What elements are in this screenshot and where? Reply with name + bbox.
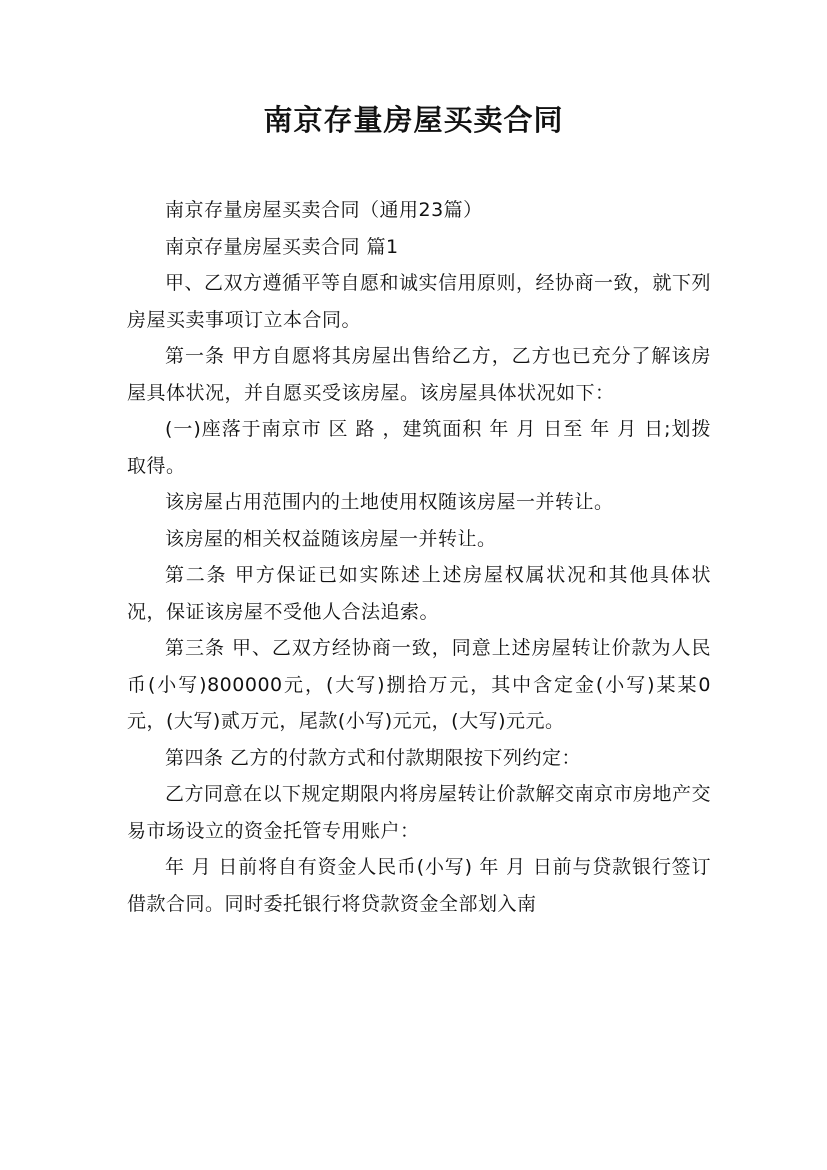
- paragraph-preamble: 甲、乙双方遵循平等自愿和诚实信用原则，经协商一致，就下列房屋买卖事项订立本合同。: [127, 272, 712, 331]
- paragraph-article-3: 第三条 甲、乙双方经协商一致，同意上述房屋转让价款为人民币(小写)800000元，(大写)捌拾万元，其中含定金(小写)某某0元，(大写)贰万元，尾款(小写)元元，(大写)元元。: [127, 637, 711, 732]
- paragraph-subtitle: 南京存量房屋买卖合同（通用23篇）: [165, 199, 483, 221]
- paragraph-land-rights: 该房屋占用范围内的土地使用权随该房屋一并转让。: [165, 491, 614, 513]
- paragraph-location: (一)座落于南京市 区 路 ，建筑面积 年 月 日至 年 月 日;划拨取得。: [127, 418, 711, 477]
- paragraph-related-rights: 该房屋的相关权益随该房屋一并转让。: [165, 527, 497, 550]
- paragraph-escrow: 乙方同意在以下规定期限内将房屋转让价款解交南京市房地产交易市场设立的资金托管专用账户：: [127, 783, 712, 842]
- paragraph-article-1: 第一条 甲方自愿将其房屋出售给乙方，乙方也已充分了解该房屋具体状况，并自愿买受该房屋。该房屋具体状况如下：: [127, 345, 711, 404]
- paragraph-payment-schedule: 年 月 日前将自有资金人民币(小写) 年 月 日前与贷款银行签订借款合同。同时委托银行将贷款资金全部划入南: [127, 856, 711, 915]
- paragraph-article-4: 第四条 乙方的付款方式和付款期限按下列约定：: [165, 746, 582, 769]
- document-title: 南京存量房屋买卖合同: [263, 103, 564, 137]
- paragraph-section-heading: 南京存量房屋买卖合同 篇1: [165, 235, 399, 258]
- paragraph-article-2: 第二条 甲方保证已如实陈述上述房屋权属状况和其他具体状况，保证该房屋不受他人合法追索。: [127, 564, 711, 623]
- document-body: [127, 192, 711, 922]
